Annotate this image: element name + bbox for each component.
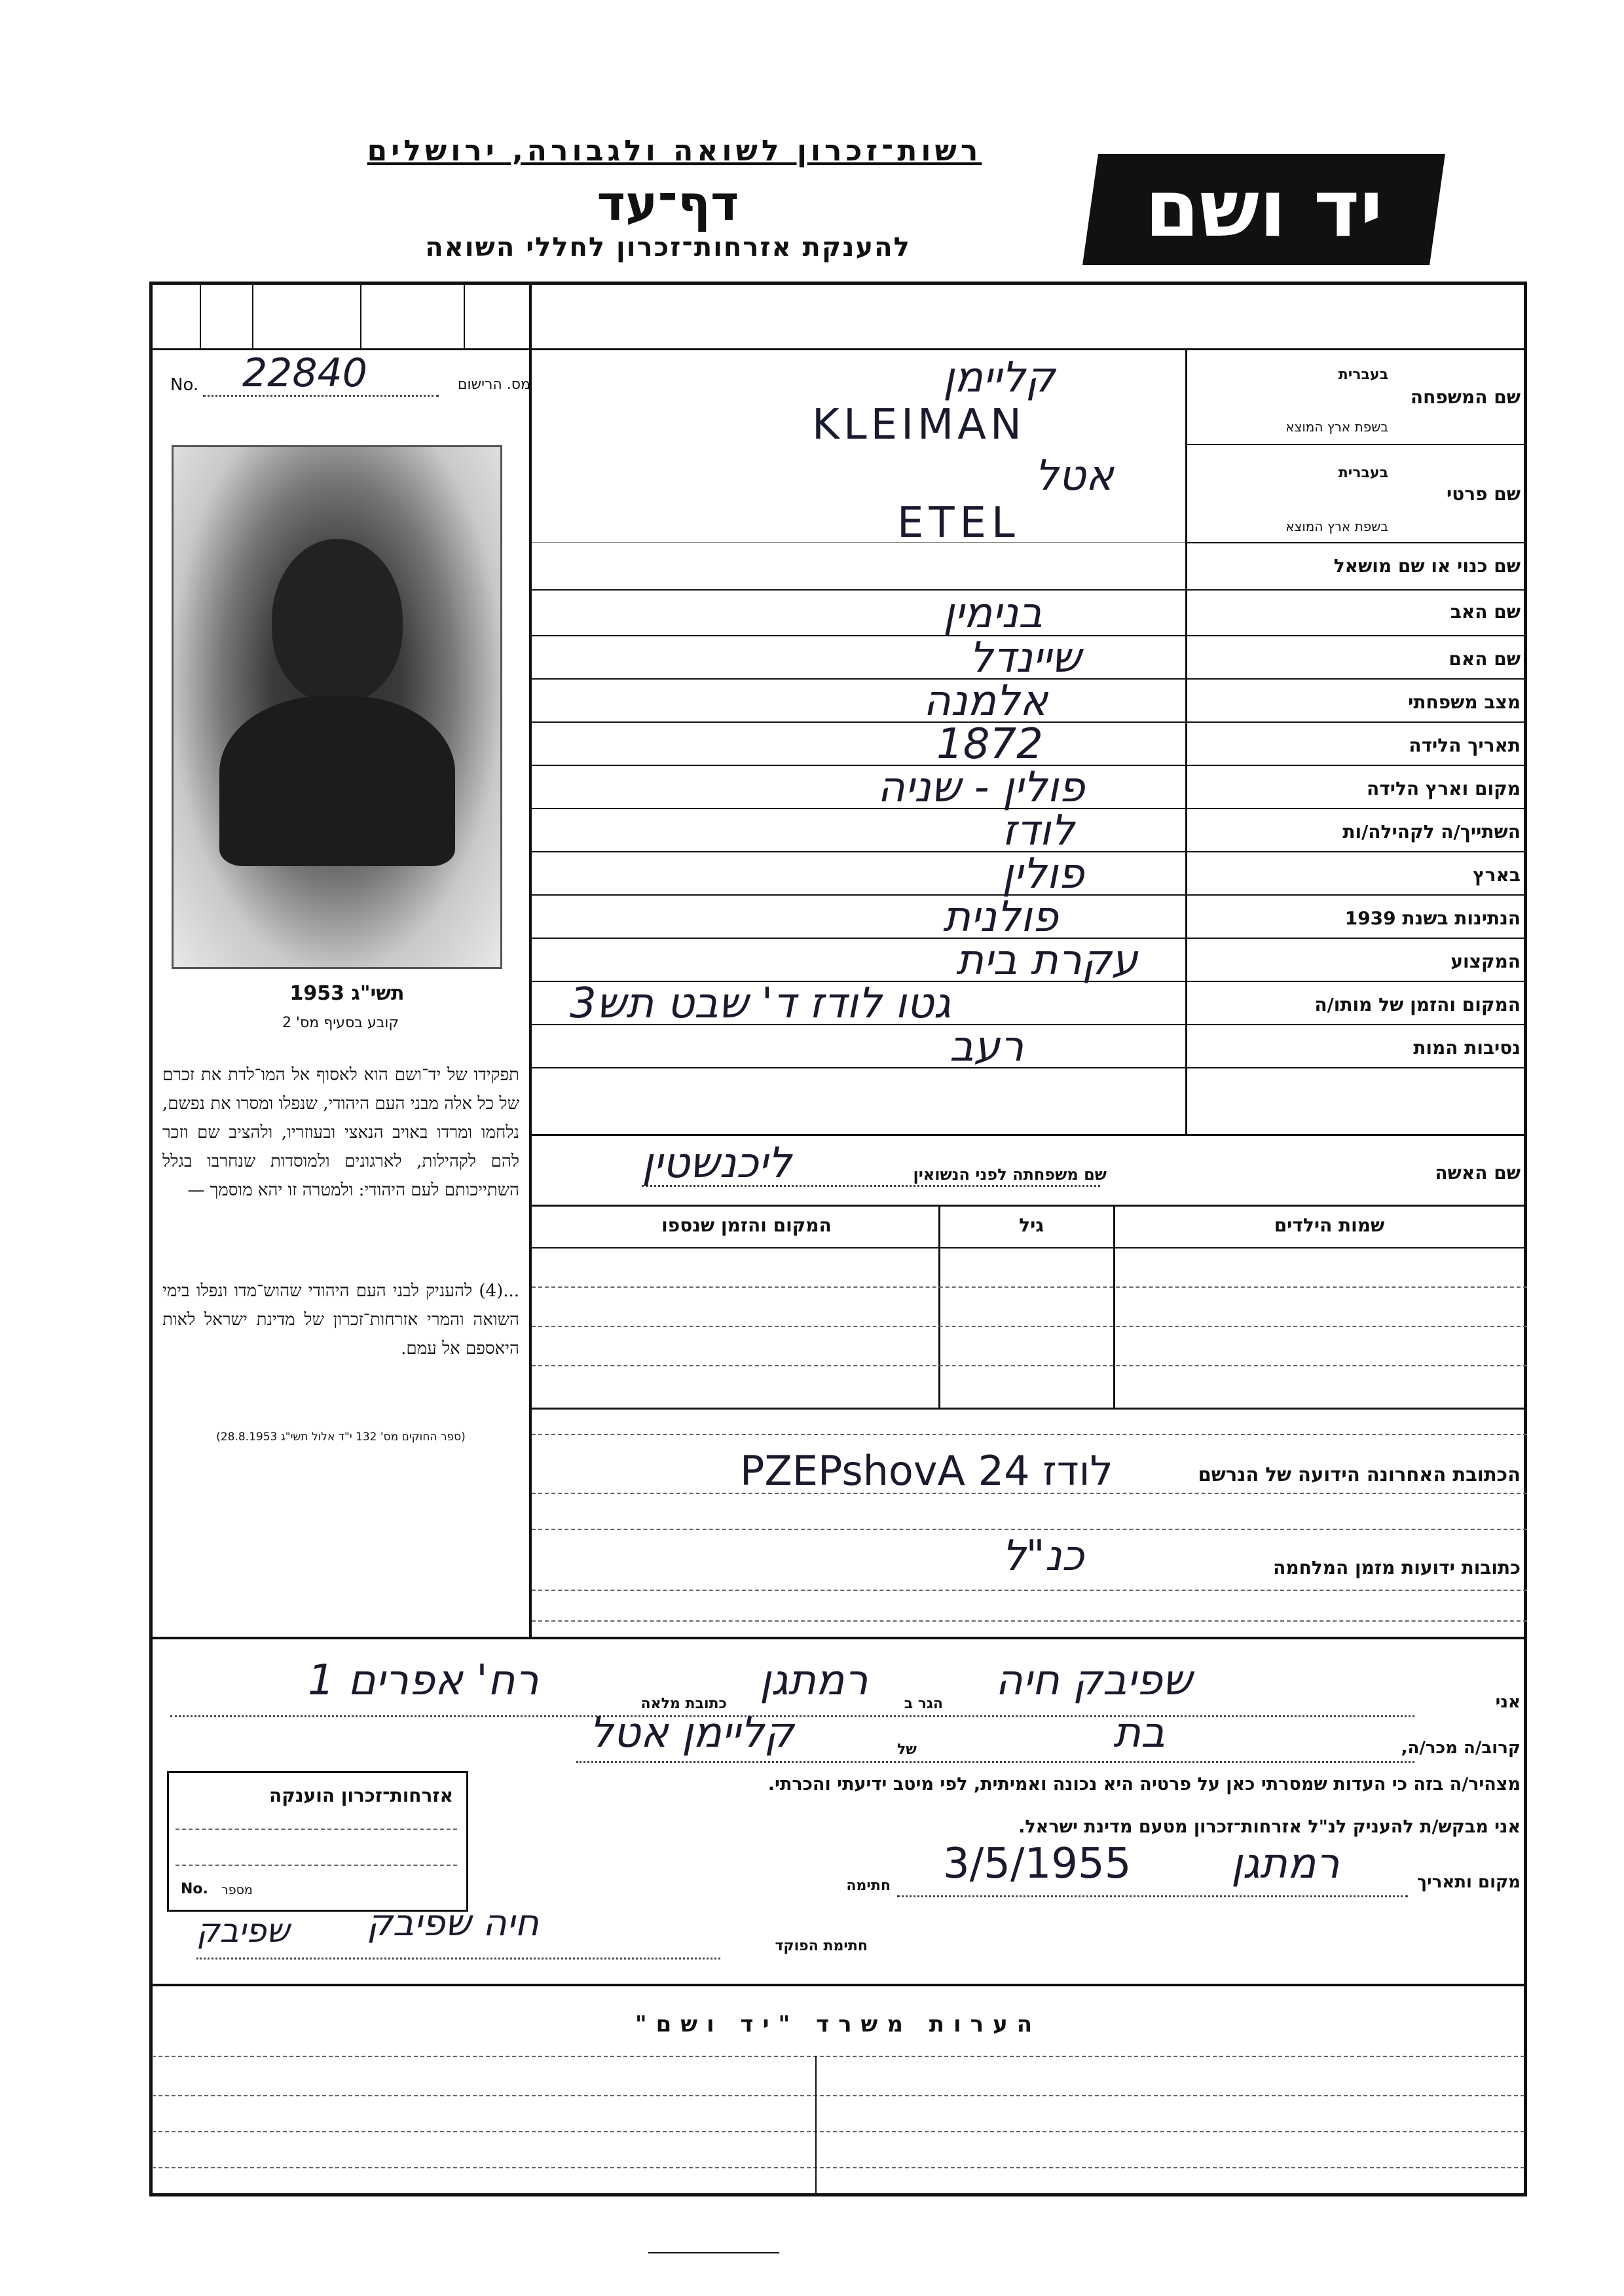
yad-vashem-logo <box>1082 154 1445 265</box>
maiden-name-label: שם משפחתה לפני הנשואין <box>913 1165 1107 1184</box>
registration-label-en: No. <box>170 375 199 395</box>
first-name-origin-label: בשפת ארץ המוצא <box>1285 519 1388 534</box>
of-name-value: קליימן אטל <box>589 1709 794 1757</box>
nickname-label: שם כנוי או שם מושאל <box>1333 555 1521 577</box>
declarant-city: רמתגן <box>760 1656 868 1705</box>
declare-text: מצהיר/ה בזה כי העדות שמסרתי כאן על פרטיה היא נכונה ואמיתית, לפי מיטב ידיעתי והכרתי. <box>767 1774 1521 1795</box>
wife-label: שם האשה <box>1435 1162 1521 1184</box>
war-address-value: כנ"ל <box>1002 1532 1084 1580</box>
birth-place-value: פולין - שניה <box>877 763 1085 812</box>
community-label: השתייך/ה לקהילה/ות <box>1342 821 1521 843</box>
office-notes-title: הערות משרד "יד ושם" <box>635 2011 1042 2037</box>
citizenship-granted-box <box>167 1771 468 1912</box>
registration-label-he: מס. הרישום <box>457 376 530 393</box>
war-address-label: כתובות ידועות מזמן המלחמה <box>1273 1557 1521 1578</box>
law-citation: (ספר החוקים מס' 132 י"ד אלול תשי"ג 28.8.1953) <box>216 1430 466 1444</box>
photo-portrait-head <box>272 539 403 702</box>
children-names-header: שמות הילדים <box>1274 1214 1385 1236</box>
form-subtitle: להענקת אזרחות־זכרון לחללי השואה <box>425 232 911 263</box>
family-name-hebrew-value: קליימן <box>943 354 1056 402</box>
declarant-name: שפיבק חיה <box>995 1656 1192 1705</box>
death-place-value: גטו לודז ד' שבט תש3 <box>570 979 951 1028</box>
law-text-p1: תפקידו של יד־ושם הוא לאסוף אל המו־לדת את זכרם של כל אלה מבני העם היהודי, שנפלו ומסרו את נפשם, נלחמו ומרדו באויב הנאצי ובעוזריו, ולהציב שם וזכר להם לקהילות, לארגונים ולמוסדות שנחרבו בגלל השתייכותם לעם היהודי: ולמטרה זו יהא מוסמך — <box>162 1065 519 1200</box>
request-text: אני מבקש/ת להעניק לנ"ל אזרחות־זכרון מטעם מדינת ישראל. <box>1018 1817 1521 1837</box>
form-title: דף־עד <box>597 175 739 232</box>
family-name-hebrew-label: בעברית <box>1338 367 1388 383</box>
children-age-header: גיל <box>1019 1214 1044 1236</box>
death-place-label: המקום והזמן של מותו/ה <box>1314 994 1521 1015</box>
photo-portrait-shoulders <box>219 696 455 866</box>
father-label: שם האב <box>1450 601 1521 623</box>
family-name-origin-label: בשפת ארץ המוצא <box>1285 419 1388 435</box>
mother-value: שיינדל <box>969 634 1081 682</box>
declaration-place: רמתגן <box>1231 1840 1340 1888</box>
photo-section-caption: קובע בסעיף מס' 2 <box>282 1015 399 1031</box>
community-value: לודז <box>1002 807 1075 855</box>
occupation-label: המקצוע <box>1450 951 1521 972</box>
official-signature-label: חתימת הפוקד <box>775 1938 868 1954</box>
first-name-hebrew-label: בעברית <box>1338 465 1388 481</box>
first-name-origin-value: ETEL <box>897 499 1020 547</box>
signature-label: חתימה <box>846 1878 891 1894</box>
marital-value: אלמנה <box>923 677 1048 725</box>
of-label: של <box>897 1741 917 1758</box>
marital-label: מצב משפחתי <box>1408 691 1521 713</box>
law-text-p2: ...(4) להעניק לבני העם היהודי שהוש־מדו ונפלו בימי השואה והמרי אזרחות־זכרון של מדינת ישראל לאות היאספם אל עמם. <box>162 1281 519 1358</box>
last-address-value: PZEPshovA 24 לודז <box>740 1447 1113 1495</box>
citizenship-value: פולנית <box>943 893 1058 941</box>
citizenship-box-no: No. <box>181 1881 208 1897</box>
father-value: בנימין <box>943 589 1043 638</box>
death-cause-value: רעב <box>950 1023 1024 1071</box>
resides-label: הגר ב <box>904 1696 943 1712</box>
mother-label: שם האם <box>1449 648 1521 670</box>
declaration-date: 3/5/1955 <box>943 1840 1132 1888</box>
death-cause-label: נסיבות המות <box>1413 1037 1521 1059</box>
birth-date-label: תאריך הלידה <box>1409 735 1521 756</box>
declaration-i-label: אני <box>1495 1692 1521 1712</box>
relative-label: קרוב/ה מכר/ה, <box>1401 1738 1521 1758</box>
declarant-address: רח' אפרים 1 <box>308 1656 539 1705</box>
citizenship-box-title: אזרחות־זכרון הוענקה <box>269 1785 453 1806</box>
birth-date-value: 1872 <box>936 720 1043 769</box>
citizenship-label: הנתינות בשנת 1939 <box>1344 907 1521 929</box>
first-name-label: שם פרטי <box>1446 483 1521 505</box>
family-name-origin-value: KLEIMAN <box>812 401 1025 449</box>
registration-number-row <box>164 350 530 403</box>
country-label: בארץ <box>1473 864 1521 886</box>
children-death-header: המקום והזמן שנספו <box>661 1214 832 1236</box>
official-signature-extra: שפיבק <box>196 1912 290 1950</box>
logo-text: יד ושם <box>1145 164 1383 255</box>
family-name-label: שם המשפחה <box>1410 386 1521 408</box>
occupation-value: עקרת בית <box>956 936 1138 985</box>
birth-place-label: מקום וארץ הלידה <box>1367 778 1521 799</box>
photo-year-caption: תשי"ג 1953 <box>289 982 405 1005</box>
first-name-hebrew-value: אטל <box>1035 452 1114 500</box>
victim-photo <box>172 445 502 969</box>
country-value: פולין <box>1002 850 1084 898</box>
maiden-name-value: ליכנשטין <box>642 1139 792 1188</box>
registration-number: 22840 <box>242 350 367 396</box>
citizenship-box-number-label: מספר <box>221 1883 253 1897</box>
authority-line: רשות־זכרון לשואה ולגבורה, ירושלים <box>367 134 982 168</box>
official-signature: חיה שפיבק <box>367 1902 539 1944</box>
full-address-label: כתובת מלאה <box>640 1696 727 1712</box>
relation-value: בת <box>1113 1709 1166 1757</box>
last-address-label: הכתובת האחרונה הידועה של הנרשם <box>1198 1463 1521 1485</box>
place-date-label: מקום ותאריך <box>1417 1872 1521 1892</box>
